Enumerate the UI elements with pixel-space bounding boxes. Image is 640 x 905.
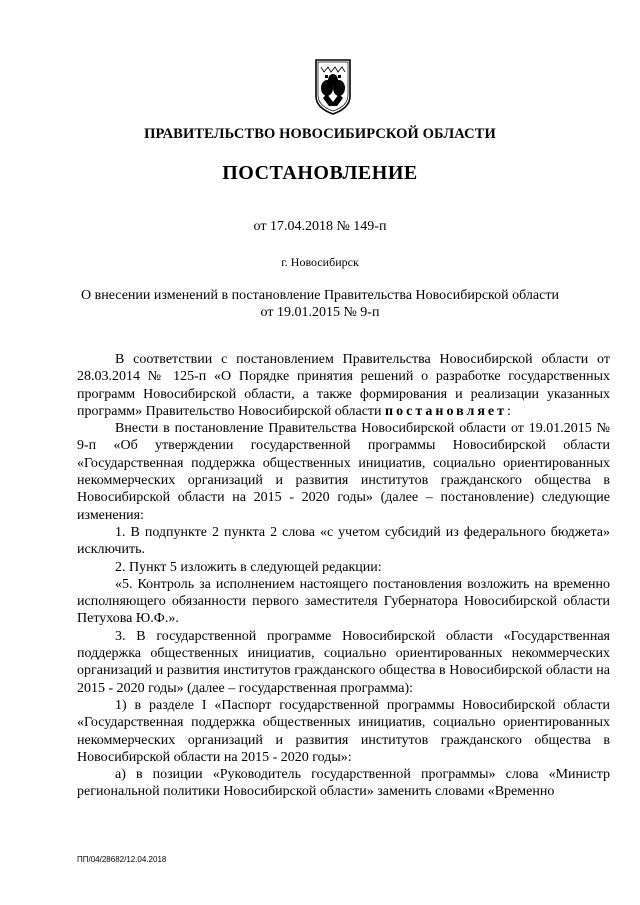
document-body <box>77 351 610 801</box>
paragraph-item-2: 2. Пункт 5 изложить в следующей редакции: <box>115 559 382 575</box>
organization-title: ПРАВИТЕЛЬСТВО НОВОСИБИРСКОЙ ОБЛАСТИ <box>144 126 496 142</box>
document-dateline: от 17.04.2018 № 149-п <box>253 219 387 234</box>
paragraph-amend-intro: Внести в постановление Правительства Новосибирской области от 19.01.2015 № 9-п «Об утверждении государственной программы Новосибирской области «Государственная поддержка общественных инициатив, социально ориентированных некоммерческих организаций и развития институтов гражданского общества в Новосибирской области на 2015 - 2020 годы» (далее – постановление) следующие изменения: <box>77 421 610 523</box>
subject-line-1: О внесении изменений в постановление Правительства Новосибирской области <box>81 288 559 303</box>
document-code: ПП/04/28682/12.04.2018 <box>77 855 167 864</box>
coat-of-arms-icon <box>313 58 353 116</box>
document-city: г. Новосибирск <box>281 255 359 269</box>
subject-line-2: от 19.01.2015 № 9-п <box>260 305 380 320</box>
paragraph-subitem-1: 1) в разделе I «Паспорт государственной программы Новосибирской области «Государственная поддержка общественных инициатив, социально ориентированных некоммерческих организаций и развития институтов гражданского общества в Новосибирской области на 2015 - 2020 годы»: <box>77 697 610 765</box>
paragraph-item-2-text: «5. Контроль за исполнением настоящего постановления возложить на временно исполняющего обязанности первого заместителя Губернатора Новосибирской области Петухова Ю.Ф.». <box>77 576 610 627</box>
document-type: ПОСТАНОВЛЕНИЕ <box>222 162 418 184</box>
paragraph-preamble <box>77 351 610 420</box>
paragraph-item-1: 1. В подпункте 2 пункта 2 слова «с учетом субсидий из федерального бюджета» исключить. <box>77 524 610 558</box>
paragraph-item-3: 3. В государственной программе Новосибирской области «Государственная поддержка общественных инициатив, социально ориентированных некоммерческих организаций и развития институтов гражданского общества в Новосибирской области на 2015 - 2020 годы» (далее – государственная программа): <box>77 628 610 696</box>
paragraph-subitem-a: а) в позиции «Руководитель государственной программы» слова «Министр региональной политики Новосибирской области» заменить словами «Временно <box>77 767 610 800</box>
decree-word: постановляет <box>385 403 507 419</box>
document-subject <box>78 287 562 321</box>
preamble-text: В соответствии с постановлением Правительства Новосибирской области от 28.03.2014 № 125-п «О Порядке принятия решений о разработке государственных программ Новосибирской области, а также формирования и реализации указанных программ» Правительство Новосибирской области <box>77 352 610 419</box>
decree-colon: : <box>507 403 511 419</box>
